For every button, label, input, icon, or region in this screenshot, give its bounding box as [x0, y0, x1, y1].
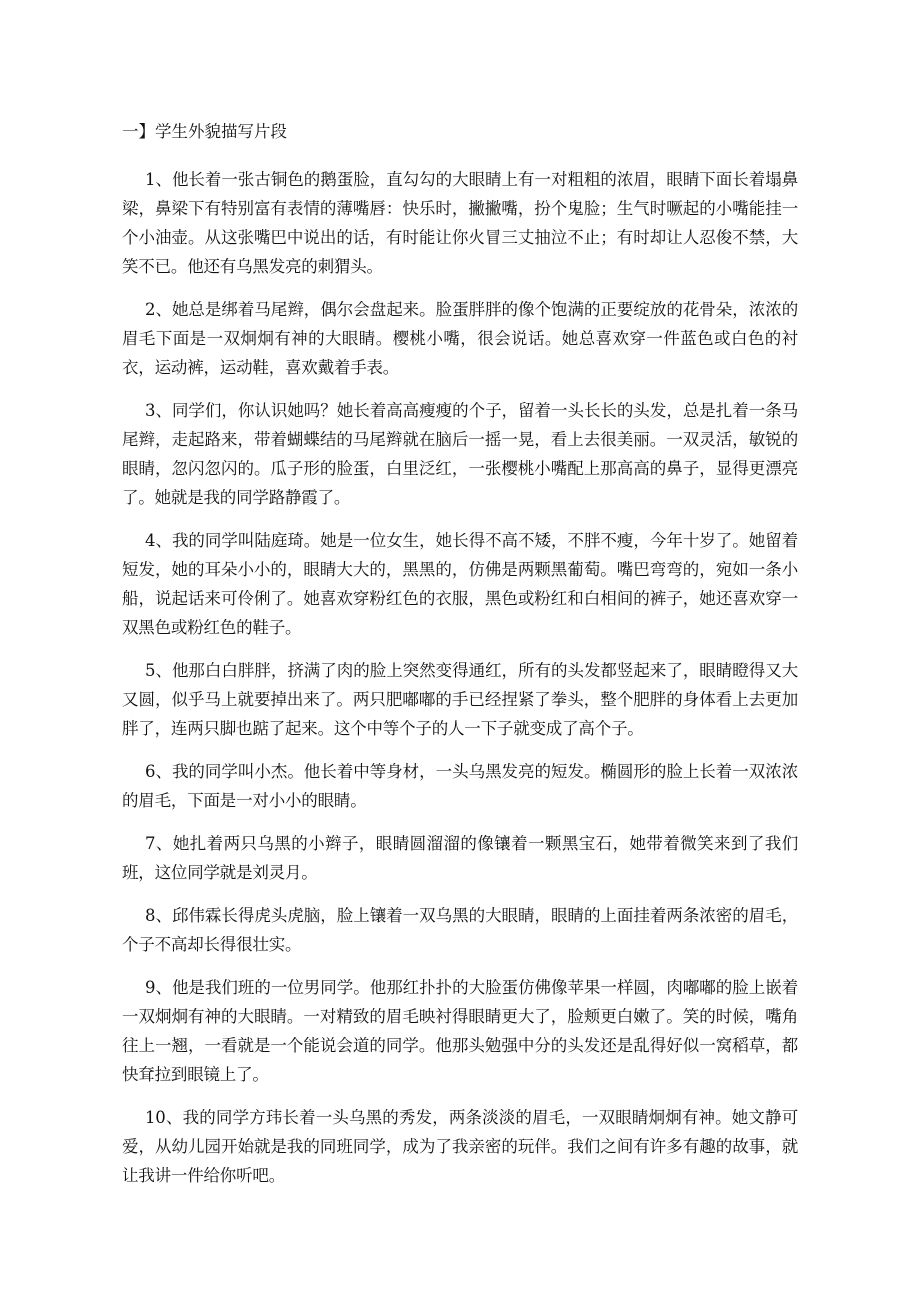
paragraph-9: 9、他是我们班的一位男同学。他那红扑扑的大脸蛋仿佛像苹果一样圆，肉嘟嘟的脸上嵌着一双炯炯有神的大眼睛。一对精致的眉毛映衬得眼睛更大了，脸颊更白嫩了。笑的时候，嘴角往上一翘，一看就是一个能说会道的同学。他那头勉强中分的头发还是乱得好似一窝稻草，都快耷拉到眼镜上了。 — [122, 978, 798, 1084]
paragraph-7: 7、她扎着两只乌黑的小辫子，眼睛圆溜溜的像镶着一颗黑宝石，她带着微笑来到了我们班，这位同学就是刘灵月。 — [122, 834, 798, 882]
paragraph-4: 4、我的同学叫陆庭琦。她是一位女生，她长得不高不矮，不胖不瘦，今年十岁了。她留着短发，她的耳朵小小的，眼睛大大的，黑黑的，仿佛是两颗黑葡萄。嘴巴弯弯的，宛如一条小船，说起话来可伶俐了。她喜欢穿粉红色的衣服，黑色或粉红和白相间的裤子，她还喜欢穿一双黑色或粉红色的鞋子。 — [122, 531, 798, 637]
section-heading: 一】学生外貌描写片段 — [122, 122, 287, 141]
paragraph-8: 8、邱伟霖长得虎头虎脑，脸上镶着一双乌黑的大眼睛，眼睛的上面挂着两条浓密的眉毛，个子不高却长得很壮实。 — [122, 906, 798, 954]
paragraph-6: 6、我的同学叫小杰。他长着中等身材，一头乌黑发亮的短发。椭圆形的脸上长着一双浓浓的眉毛，下面是一对小小的眼睛。 — [122, 762, 798, 810]
paragraph-2: 2、她总是绑着马尾辫，偶尔会盘起来。脸蛋胖胖的像个饱满的正要绽放的花骨朵，浓浓的眉毛下面是一双炯炯有神的大眼睛。樱桃小嘴，很会说话。她总喜欢穿一件蓝色或白色的衬衣，运动裤，运动鞋，喜欢戴着手表。 — [122, 300, 798, 377]
paragraph-3: 3、同学们，你认识她吗？她长着高高瘦瘦的个子，留着一头长长的头发，总是扎着一条马尾辫，走起路来，带着蝴蝶结的马尾辫就在脑后一摇一晃，看上去很美丽。一双灵活，敏锐的眼睛，忽闪忽闪的。瓜子形的脸蛋，白里泛红，一张樱桃小嘴配上那高高的鼻子，显得更漂亮了。她就是我的同学路静霞了。 — [122, 401, 798, 507]
document-body — [122, 116, 798, 1204]
paragraph-5: 5、他那白白胖胖，挤满了肉的脸上突然变得通红，所有的头发都竖起来了，眼睛瞪得又大又圆，似乎马上就要掉出来了。两只肥嘟嘟的手已经捏紧了拳头，整个肥胖的身体看上去更加胖了，连两只脚也踮了起来。这个中等个子的人一下子就变成了高个子。 — [122, 661, 798, 738]
paragraph-10: 10、我的同学方玮长着一头乌黑的秀发，两条淡淡的眉毛，一双眼睛炯炯有神。她文静可爱，从幼儿园开始就是我的同班同学，成为了我亲密的玩伴。我们之间有许多有趣的故事，就让我讲一件给你听吧。 — [122, 1108, 798, 1185]
paragraph-1: 1、他长着一张古铜色的鹅蛋脸，直勾勾的大眼睛上有一对粗粗的浓眉，眼睛下面长着塌鼻梁，鼻梁下有特别富有表情的薄嘴唇：快乐时，撇撇嘴，扮个鬼脸；生气时噘起的小嘴能挂一个小油壶。从这张嘴巴中说出的话，有时能让你火冒三丈抽泣不止；有时却让人忍俊不禁，大笑不已。他还有乌黑发亮的刺猬头。 — [122, 170, 798, 276]
